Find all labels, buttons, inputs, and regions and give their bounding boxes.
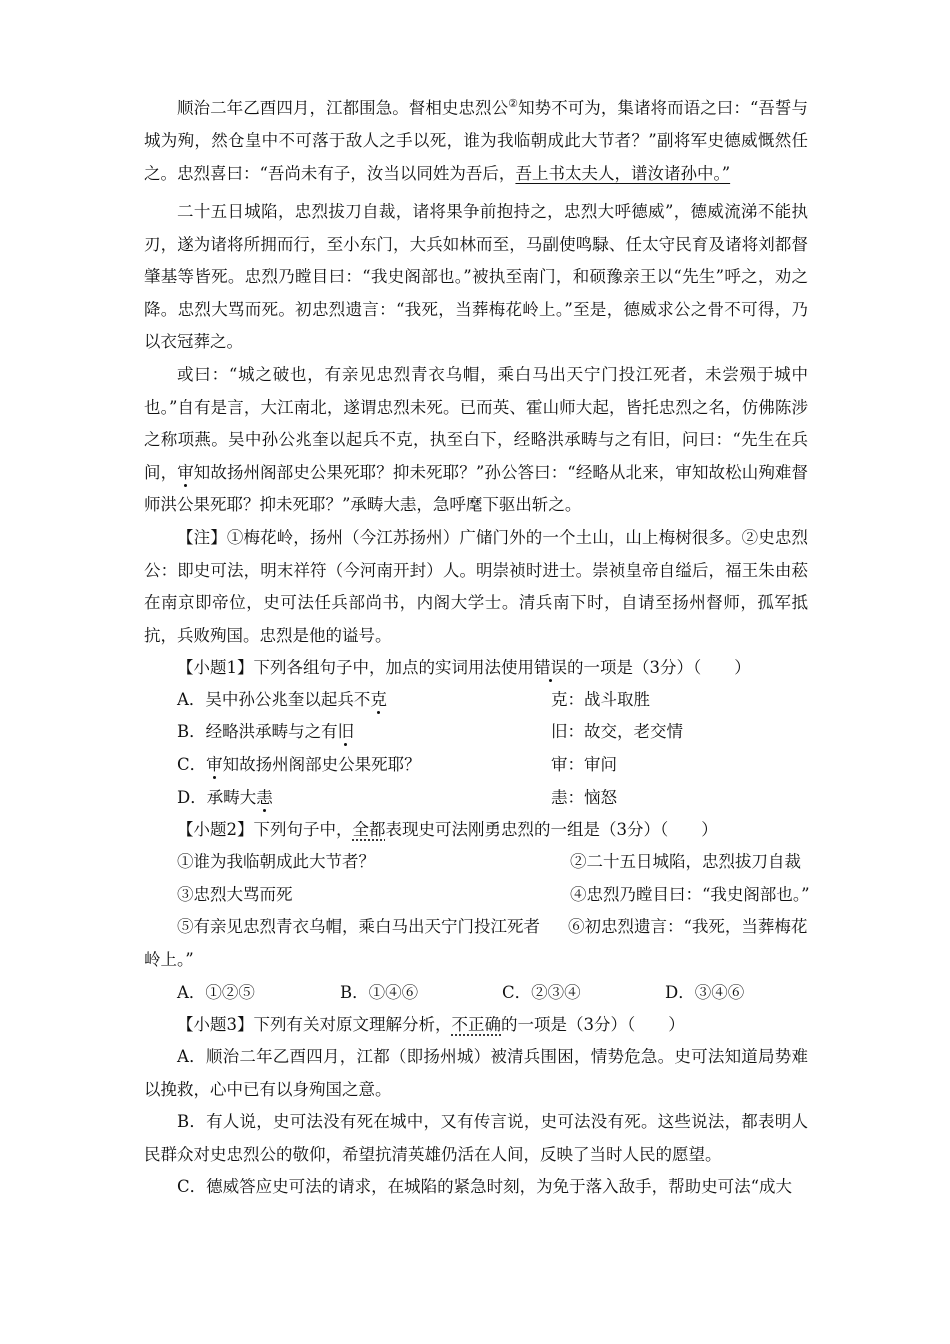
q2-item-4: ④忠烈乃瞠目曰：“我史阁部也。” (570, 885, 810, 904)
q2-item-2: ②二十五日城陷，忠烈拔刀自裁 (570, 852, 801, 871)
q2-stem-text: 表现史可法刚勇忠烈的一组是（3分）（ ） (385, 820, 718, 839)
q2-item-6: ⑥初忠烈遗言：“我死，当葬梅花 (568, 917, 808, 936)
dotted-word: 审 (206, 755, 223, 774)
q2-item-6-cont: 岭上。” (144, 950, 194, 969)
passage-text: 或曰：“城之破也，有亲见忠烈青衣乌帽，乘白马出天宁门投江死者，未尝殒于城中也。”自有是言，大江南北，遂谓忠烈未死。已而英、霍山师大起，皆托忠烈之名，仿佛陈涉之称项燕。吴中孙公兆奎以起兵不克，执至白下，经略洪承畴与之有旧，问曰：“先生在兵间， (144, 365, 808, 482)
q1-emphasis (534, 658, 567, 677)
q2-answer-a[interactable]: A．①②⑤ (177, 983, 255, 1002)
q1-emphasis-text: 错误 (534, 658, 567, 677)
option-text: 知故扬州阁部史公果死耶？ (222, 755, 421, 774)
note-paragraph (144, 522, 808, 652)
q1-option-c[interactable] (177, 749, 421, 782)
q2-answer-d[interactable]: D．③④⑥ (665, 983, 745, 1002)
q2-stem-text: 【小题2】下列句子中， (177, 820, 353, 839)
q2-item-5: ⑤有亲见忠烈青衣乌帽，乘白马出天宁门投江死者 (177, 917, 540, 936)
q1-option-d-gloss: 恚：恼怒 (551, 788, 617, 807)
q3-option-b[interactable]: B．有人说，史可法没有死在城中，又有传言说，史可法没有死。这些说法，都表明人民群众对史忠烈公的敬仰，希望抗清英雄仍活在人间，反映了当时人民的愿望。 (144, 1112, 808, 1164)
q3-stem-text: 的一项是（3分）（ ） (501, 1015, 685, 1034)
dotted-word: 克 (370, 690, 387, 709)
q2-emphasis-text: 全都 (352, 820, 386, 839)
passage-paragraph-1 (144, 88, 808, 190)
q2-emphasis (353, 820, 386, 839)
note-label: 【注】 (177, 528, 227, 547)
underlined-sentence: 吾上书太夫人，谱汝诸孙中。” (515, 163, 731, 183)
option-text: A．吴中孙公兆奎以起兵不 (177, 690, 371, 709)
note-text: ①梅花岭，扬州（今江苏扬州）广储门外的一个土山，山上梅树很多。②史忠烈公：即史可法，明末祥符（今河南开封）人。明崇祯时进士。崇祯皇帝自缢后，福王朱由菘在南京即帝位，史可法任兵部尚书，内阁大学士。清兵南下时，自请至扬州督师，孤军抵抗，兵败殉国。忠烈是他的谥号。 (144, 528, 809, 645)
footnote-marker: ② (508, 97, 519, 110)
q2-item-1: ①谁为我临朝成此大节者？ (177, 852, 375, 871)
q2-stem (177, 814, 718, 847)
q1-option-a[interactable] (177, 684, 387, 717)
q1-stem-text: 【小题1】下列各组句子中，加点的实词用法使用 (177, 658, 534, 677)
q3-stem (177, 1009, 685, 1042)
passage-text: 知势不可为，集诸将而语之曰：“吾誓与城为殉，然仓皇中不可落于敌人之手以死，谁为我临朝成此大节者？”副将军史德威慨然任之。忠烈喜曰：“吾尚未有子，汝当以同姓为吾后， (144, 98, 808, 183)
passage-paragraph-3 (144, 359, 808, 522)
q3-stem-text: 【小题3】下列有关对原文理解分析， (177, 1015, 452, 1034)
passage-paragraph-2: 二十五日城陷，忠烈拔刀自裁，诸将果争前抱持之，忠烈大呼德威”，德威流涕不能执刃，遂为诸将所拥而行，至小东门，大兵如林而至，马副使鸣騄、任太守民育及诸将刘都督肇基等皆死。忠烈乃瞠目曰：“我史阁部也。”被执至南门，和硕豫亲王以“先生”呼之，劝之降。忠烈大骂而死。初忠烈遗言：“我死，当葬梅花岭上。”至是，德威求公之骨不可得，乃以衣冠葬之。 (144, 202, 808, 351)
option-text: C． (177, 755, 207, 774)
q3-option-a[interactable]: A．顺治二年乙酉四月，江都（即扬州城）被清兵围困，情势危急。史可法知道局势难以挽救，心中已有以身殉国之意。 (144, 1047, 808, 1099)
q1-option-a-gloss: 克：战斗取胜 (551, 690, 650, 709)
option-text: B．经略洪承畴与之有 (177, 722, 338, 741)
q1-option-b[interactable] (177, 716, 354, 749)
q3-emphasis-text: 不正确 (451, 1015, 501, 1034)
dotted-word: 恚 (256, 788, 273, 807)
q1-option-d[interactable] (177, 782, 273, 815)
q1-option-c-gloss: 审：审问 (551, 755, 617, 774)
option-text: D．承畴大 (177, 788, 257, 807)
q3-option-c[interactable]: C．德威答应史可法的请求，在城陷的紧急时刻，为免于落入敌手，帮助史可法“成大 (177, 1177, 793, 1196)
q2-answer-c[interactable]: C．②③④ (502, 983, 581, 1002)
q1-stem (177, 652, 751, 685)
passage-text: 顺治二年乙酉四月，江都围急。督相史忠烈公 (177, 98, 509, 118)
dotted-word: 旧 (337, 722, 355, 741)
q1-stem-text: 的一项是（3分）（ ） (567, 658, 751, 677)
q1-option-b-gloss: 旧：故交，老交情 (551, 722, 683, 741)
q2-item-3: ③忠烈大骂而死 (177, 885, 293, 904)
dotted-word: 审 (177, 462, 194, 482)
passage-text: 知故扬州阁部史公果死耶？抑未死耶？”孙公答曰：“经略从北来，审知故松山殉难督师洪公果死耶？抑未死耶？”承畴大恚，急呼麾下驱出斩之。 (144, 462, 809, 514)
q2-answer-b[interactable]: B．①④⑥ (340, 983, 419, 1002)
